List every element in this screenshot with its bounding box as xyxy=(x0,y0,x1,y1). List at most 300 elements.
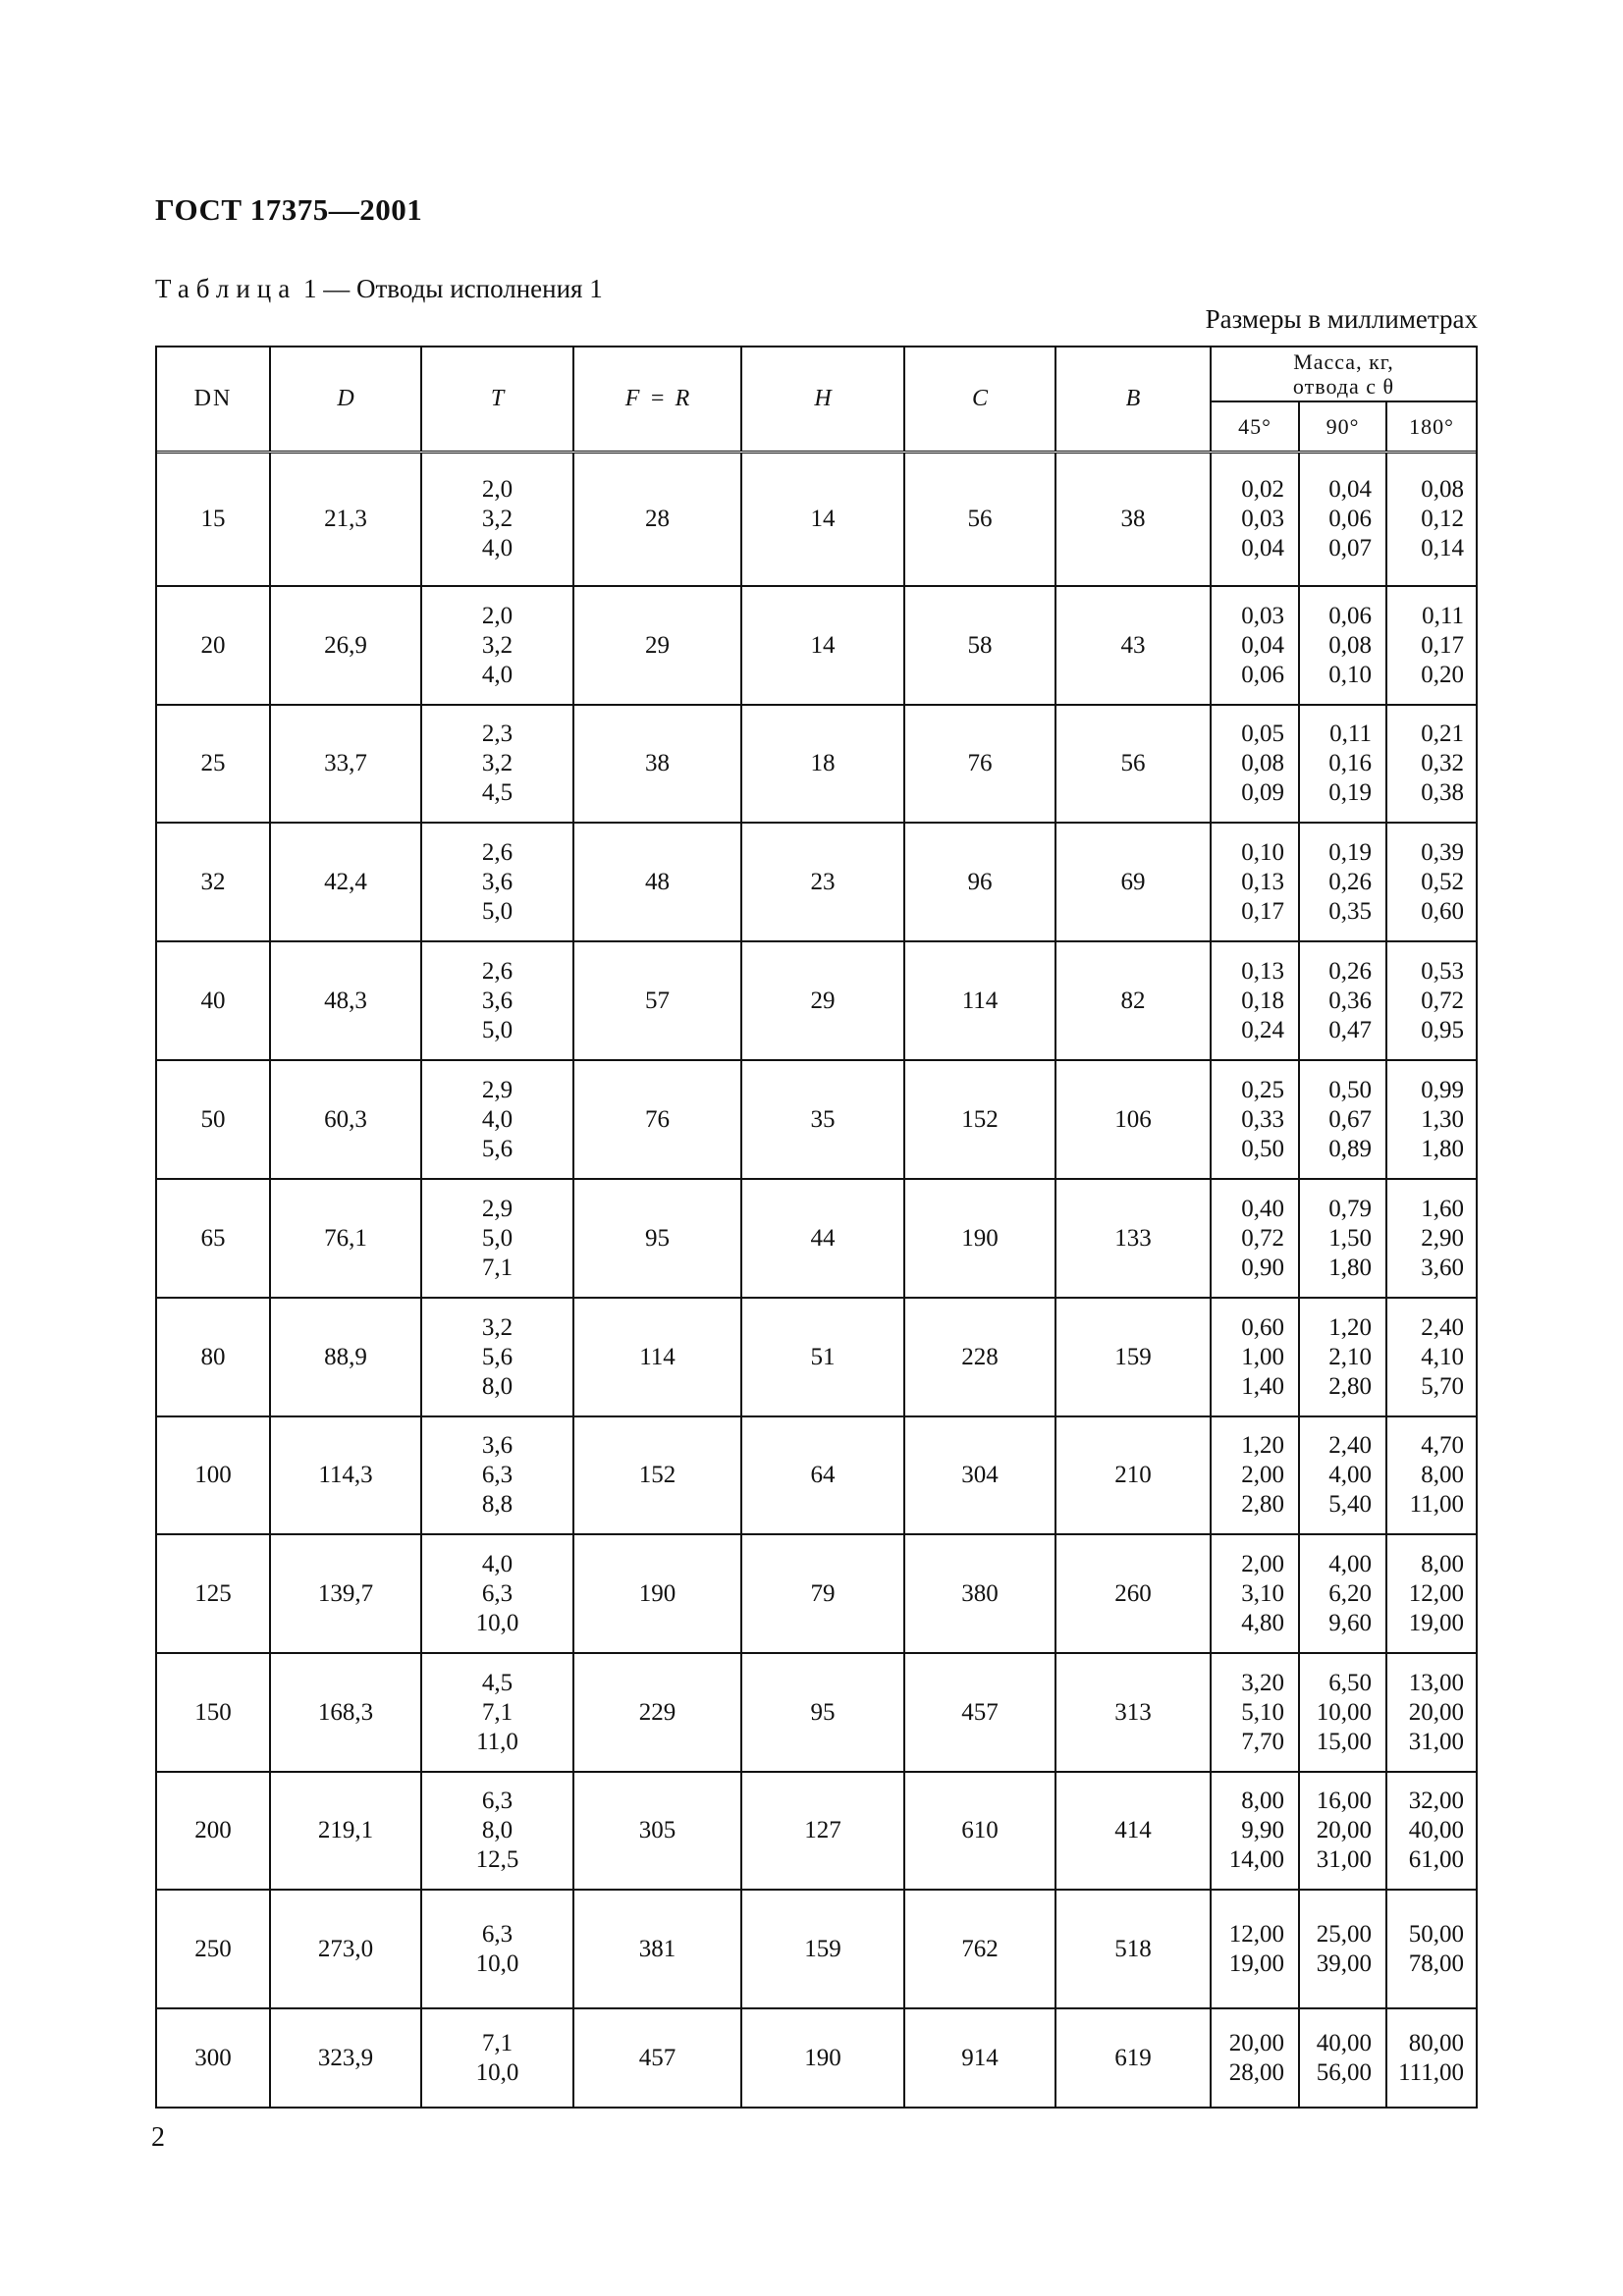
cell-value: 0,20 xyxy=(1421,661,1464,688)
cell-fr xyxy=(574,454,742,585)
cell-h xyxy=(742,824,905,940)
cell-t xyxy=(422,1299,574,1415)
cell-value: 0,89 xyxy=(1328,1135,1372,1162)
cell-value: 65 xyxy=(200,1224,226,1252)
cell-value: 152 xyxy=(638,1462,676,1488)
cell-value: 0,08 xyxy=(1241,750,1284,776)
cell-value: 76 xyxy=(967,750,993,776)
cell-value: 95 xyxy=(645,1224,670,1252)
cell-m90 xyxy=(1300,1773,1387,1889)
cell-value: 260 xyxy=(1114,1579,1152,1607)
cell-value: 32,00 xyxy=(1408,1788,1464,1814)
cell-m45 xyxy=(1212,1180,1300,1297)
cell-value: 8,0 xyxy=(481,1817,514,1843)
cell-m180 xyxy=(1387,824,1476,940)
cell-m45 xyxy=(1212,1417,1300,1533)
cell-value: 0,26 xyxy=(1328,957,1372,985)
cell-value: 0,60 xyxy=(1421,897,1464,925)
cell-value: 8,00 xyxy=(1421,1462,1464,1488)
cell-h xyxy=(742,1061,905,1178)
cell-value: 16,00 xyxy=(1316,1788,1372,1814)
header-mass-title xyxy=(1212,347,1476,402)
cell-value: 619 xyxy=(1114,2044,1152,2071)
cell-value: 11,00 xyxy=(1409,1491,1464,1518)
cell-value: 76 xyxy=(645,1105,670,1133)
cell-value: 43 xyxy=(1120,631,1146,659)
cell-d xyxy=(271,1891,422,2007)
cell-value: 26,9 xyxy=(324,631,367,659)
table-caption-number: 1 xyxy=(302,274,317,303)
cell-value: 79 xyxy=(810,1579,836,1607)
cell-m90 xyxy=(1300,2009,1387,2107)
cell-value: 12,5 xyxy=(475,1846,519,1873)
table-row xyxy=(157,587,1476,706)
cell-b xyxy=(1056,824,1212,940)
cell-value-stack xyxy=(1398,2029,1464,2088)
cell-h xyxy=(742,1180,905,1297)
cell-value: 0,32 xyxy=(1421,750,1464,776)
cell-fr xyxy=(574,1891,742,2007)
cell-value: 3,2 xyxy=(481,506,514,532)
cell-c xyxy=(905,1061,1056,1178)
cell-value: 111,00 xyxy=(1398,2058,1464,2086)
cell-dn xyxy=(157,1061,271,1178)
cell-value-stack xyxy=(1241,1195,1284,1283)
cell-value: 3,10 xyxy=(1241,1579,1284,1607)
cell-value: 0,13 xyxy=(1241,957,1284,985)
cell-m180 xyxy=(1387,1654,1476,1771)
cell-value: 273,0 xyxy=(317,1935,374,1962)
cell-value-stack xyxy=(1328,1431,1372,1520)
cell-value-stack xyxy=(1421,1313,1464,1402)
cell-value: 0,39 xyxy=(1421,838,1464,866)
cell-value-stack xyxy=(1241,957,1284,1045)
header-c: C xyxy=(905,347,1056,451)
cell-value: 0,11 xyxy=(1329,721,1372,747)
cell-value: 14 xyxy=(810,506,836,532)
cell-value: 0,47 xyxy=(1328,1016,1372,1043)
header-t: T xyxy=(422,347,574,451)
cell-value: 0,90 xyxy=(1241,1254,1284,1281)
cell-value-stack xyxy=(1241,1550,1284,1638)
cell-dn xyxy=(157,1180,271,1297)
cell-c xyxy=(905,1773,1056,1889)
cell-dn xyxy=(157,454,271,585)
cell-value: 8,0 xyxy=(481,1372,514,1400)
cell-value: 29 xyxy=(810,987,836,1014)
cell-t xyxy=(422,1417,574,1533)
cell-value: 40,00 xyxy=(1408,1817,1464,1843)
cell-value: 88,9 xyxy=(324,1343,367,1370)
cell-t xyxy=(422,1773,574,1889)
header-angle-90: 90° xyxy=(1300,402,1387,451)
cell-value-stack xyxy=(1409,1920,1464,1979)
cell-t xyxy=(422,1061,574,1178)
cell-dn xyxy=(157,1417,271,1533)
cell-b xyxy=(1056,1417,1212,1533)
cell-m45 xyxy=(1212,824,1300,940)
cell-value: 95 xyxy=(810,1698,836,1726)
cell-value-stack xyxy=(1421,957,1464,1045)
cell-m90 xyxy=(1300,1891,1387,2007)
cell-value-stack xyxy=(1421,1195,1464,1283)
cell-value: 1,80 xyxy=(1328,1254,1372,1281)
cell-fr xyxy=(574,1773,742,1889)
cell-value: 1,80 xyxy=(1421,1135,1464,1162)
cell-m45 xyxy=(1212,2009,1300,2107)
cell-m45 xyxy=(1212,1891,1300,2007)
cell-value: 0,08 xyxy=(1328,631,1372,659)
cell-value: 304 xyxy=(961,1462,999,1488)
cell-value: 9,60 xyxy=(1328,1609,1372,1636)
cell-value-stack xyxy=(482,720,513,808)
cell-value-stack xyxy=(1241,1669,1284,1757)
cell-value: 40 xyxy=(200,987,226,1014)
cell-value: 18 xyxy=(810,750,836,776)
cell-h xyxy=(742,1535,905,1652)
cell-value: 0,16 xyxy=(1328,750,1372,776)
cell-value: 4,0 xyxy=(481,1550,514,1577)
cell-dn xyxy=(157,824,271,940)
cell-d xyxy=(271,1654,422,1771)
cell-m90 xyxy=(1300,1180,1387,1297)
cell-value: 7,1 xyxy=(481,1698,514,1726)
cell-h xyxy=(742,1654,905,1771)
table-row xyxy=(157,2009,1476,2107)
cell-value: 4,70 xyxy=(1421,1432,1464,1459)
cell-h xyxy=(742,1417,905,1533)
cell-value-stack xyxy=(1328,838,1372,927)
cell-value: 414 xyxy=(1114,1817,1152,1843)
cell-value: 3,6 xyxy=(481,987,514,1014)
cell-value: 56 xyxy=(1120,750,1146,776)
cell-value-stack xyxy=(1241,1076,1284,1164)
cell-value: 35 xyxy=(810,1105,836,1133)
cell-value: 0,95 xyxy=(1421,1016,1464,1043)
cell-h xyxy=(742,587,905,704)
cell-m90 xyxy=(1300,454,1387,585)
cell-value-stack xyxy=(1241,1313,1284,1402)
cell-value: 4,0 xyxy=(481,661,514,688)
cell-value: 0,11 xyxy=(1422,602,1464,629)
cell-t xyxy=(422,454,574,585)
cell-m45 xyxy=(1212,1535,1300,1652)
cell-value: 48,3 xyxy=(324,987,367,1014)
cell-m45 xyxy=(1212,1061,1300,1178)
cell-value: 31,00 xyxy=(1408,1728,1464,1755)
cell-h xyxy=(742,706,905,822)
cell-value: 50 xyxy=(200,1105,226,1133)
cell-value: 2,00 xyxy=(1241,1550,1284,1577)
table-row xyxy=(157,824,1476,942)
cell-value: 69 xyxy=(1120,868,1146,895)
cell-m90 xyxy=(1300,706,1387,822)
cell-m180 xyxy=(1387,1535,1476,1652)
cell-value: 114 xyxy=(639,1343,676,1370)
cell-value-stack xyxy=(1328,1076,1372,1164)
cell-value: 31,00 xyxy=(1316,1846,1372,1873)
cell-value: 50,00 xyxy=(1408,1920,1464,1948)
cell-value-stack xyxy=(1229,2029,1284,2088)
cell-value: 6,50 xyxy=(1328,1669,1372,1696)
cell-value-stack xyxy=(482,957,513,1045)
cell-value-stack xyxy=(1421,838,1464,927)
cell-value: 0,04 xyxy=(1328,476,1372,503)
header-mass-line2: отвода с θ xyxy=(1292,374,1395,399)
cell-dn xyxy=(157,942,271,1059)
cell-value: 39,00 xyxy=(1316,1949,1372,1977)
cell-d xyxy=(271,706,422,822)
cell-value: 159 xyxy=(804,1935,841,1962)
cell-value-stack xyxy=(1328,957,1372,1045)
cell-d xyxy=(271,1773,422,1889)
cell-t xyxy=(422,706,574,822)
cell-value: 10,0 xyxy=(475,2058,519,2086)
cell-value: 380 xyxy=(961,1579,999,1607)
cell-value: 323,9 xyxy=(317,2044,374,2071)
cell-value-stack xyxy=(1409,1787,1464,1875)
cell-value-stack xyxy=(1317,2029,1372,2088)
cell-value: 1,60 xyxy=(1421,1195,1464,1222)
cell-value: 0,14 xyxy=(1421,535,1464,561)
cell-value-stack xyxy=(476,1920,519,1979)
cell-value: 0,72 xyxy=(1241,1224,1284,1252)
cell-value: 2,3 xyxy=(481,721,514,747)
cell-value-stack xyxy=(476,2029,519,2088)
cell-value: 28 xyxy=(645,506,670,532)
cell-value: 914 xyxy=(961,2044,999,2071)
cell-value: 0,03 xyxy=(1241,506,1284,532)
cell-fr xyxy=(574,824,742,940)
cell-d xyxy=(271,1535,422,1652)
cell-value: 0,10 xyxy=(1241,838,1284,866)
cell-value: 0,50 xyxy=(1328,1076,1372,1103)
cell-value: 127 xyxy=(804,1817,841,1843)
cell-value: 5,10 xyxy=(1241,1698,1284,1726)
table-row xyxy=(157,1654,1476,1773)
cell-m45 xyxy=(1212,1654,1300,1771)
cell-value: 20,00 xyxy=(1408,1698,1464,1726)
table-row xyxy=(157,1299,1476,1417)
cell-value: 0,03 xyxy=(1241,602,1284,629)
cell-value: 5,6 xyxy=(481,1343,514,1370)
cell-h xyxy=(742,1299,905,1415)
cell-m90 xyxy=(1300,1535,1387,1652)
header-h: H xyxy=(742,347,905,451)
cell-dn xyxy=(157,1535,271,1652)
cell-value: 5,40 xyxy=(1328,1491,1372,1518)
cell-b xyxy=(1056,1299,1212,1415)
cell-value: 8,00 xyxy=(1241,1788,1284,1814)
cell-value: 0,07 xyxy=(1328,535,1372,561)
cell-b xyxy=(1056,1891,1212,2007)
cell-fr xyxy=(574,706,742,822)
cell-value: 0,52 xyxy=(1421,868,1464,895)
cell-fr xyxy=(574,1061,742,1178)
cell-value: 5,0 xyxy=(481,1016,514,1043)
cell-value-stack xyxy=(476,1787,519,1875)
cell-value: 0,40 xyxy=(1241,1195,1284,1222)
cell-b xyxy=(1056,1061,1212,1178)
cell-value: 11,0 xyxy=(476,1728,518,1755)
table-row xyxy=(157,1773,1476,1891)
cell-value: 2,6 xyxy=(481,957,514,985)
cell-value: 5,0 xyxy=(481,1224,514,1252)
cell-value: 7,1 xyxy=(481,2029,514,2056)
cell-value-stack xyxy=(1241,602,1284,690)
elbow-table xyxy=(155,346,1478,2109)
cell-m45 xyxy=(1212,454,1300,585)
cell-value: 0,13 xyxy=(1241,868,1284,895)
cell-value: 0,50 xyxy=(1241,1135,1284,1162)
cell-fr xyxy=(574,1299,742,1415)
cell-h xyxy=(742,1891,905,2007)
cell-value: 305 xyxy=(638,1817,676,1843)
cell-value-stack xyxy=(1328,1313,1372,1402)
cell-dn xyxy=(157,587,271,704)
cell-m180 xyxy=(1387,1891,1476,2007)
cell-m180 xyxy=(1387,1299,1476,1415)
cell-value: 0,53 xyxy=(1421,957,1464,985)
cell-d xyxy=(271,824,422,940)
cell-value: 0,06 xyxy=(1328,506,1372,532)
cell-value: 150 xyxy=(194,1698,232,1726)
cell-b xyxy=(1056,454,1212,585)
cell-value-stack xyxy=(1328,475,1372,563)
cell-value: 0,33 xyxy=(1241,1105,1284,1133)
cell-value-stack xyxy=(482,1313,513,1402)
cell-value: 0,17 xyxy=(1421,631,1464,659)
cell-value-stack xyxy=(1328,1550,1372,1638)
cell-value: 60,3 xyxy=(324,1105,367,1133)
document-header: ГОСТ 17375—2001 xyxy=(155,192,423,227)
cell-b xyxy=(1056,587,1212,704)
cell-m180 xyxy=(1387,454,1476,585)
cell-m180 xyxy=(1387,1180,1476,1297)
cell-value: 6,3 xyxy=(481,1462,514,1488)
cell-value: 32 xyxy=(200,868,226,895)
cell-fr xyxy=(574,942,742,1059)
cell-value: 5,0 xyxy=(481,897,514,925)
cell-value: 0,26 xyxy=(1328,868,1372,895)
cell-c xyxy=(905,454,1056,585)
cell-value-stack xyxy=(1229,1787,1284,1875)
cell-value: 19,00 xyxy=(1228,1949,1284,1977)
cell-value: 7,1 xyxy=(481,1254,514,1281)
table-row xyxy=(157,1891,1476,2009)
cell-value: 3,2 xyxy=(481,631,514,659)
cell-value: 6,3 xyxy=(481,1579,514,1607)
cell-value: 0,36 xyxy=(1328,987,1372,1014)
header-mass-group xyxy=(1212,347,1476,451)
cell-c xyxy=(905,706,1056,822)
cell-value-stack xyxy=(1409,1550,1464,1638)
cell-value-stack xyxy=(1421,602,1464,690)
cell-value: 38 xyxy=(645,750,670,776)
cell-value: 457 xyxy=(961,1698,999,1726)
header-mass-line1: Масса, кг, xyxy=(1293,349,1394,374)
cell-value: 0,02 xyxy=(1241,476,1284,503)
cell-m90 xyxy=(1300,1417,1387,1533)
cell-m180 xyxy=(1387,1417,1476,1533)
cell-dn xyxy=(157,2009,271,2107)
table-caption-label: Таблица xyxy=(155,274,298,303)
cell-m180 xyxy=(1387,1061,1476,1178)
cell-value: 2,80 xyxy=(1328,1372,1372,1400)
cell-value: 28,00 xyxy=(1228,2058,1284,2086)
cell-m180 xyxy=(1387,1773,1476,1889)
cell-dn xyxy=(157,1654,271,1771)
cell-dn xyxy=(157,706,271,822)
cell-value: 4,5 xyxy=(481,779,514,806)
cell-value: 0,21 xyxy=(1421,721,1464,747)
cell-value: 0,10 xyxy=(1328,661,1372,688)
cell-value-stack xyxy=(1229,1920,1284,1979)
cell-b xyxy=(1056,1773,1212,1889)
cell-d xyxy=(271,1061,422,1178)
cell-d xyxy=(271,1299,422,1415)
cell-value-stack xyxy=(1241,838,1284,927)
cell-value: 5,6 xyxy=(481,1135,514,1162)
header-dn: DN xyxy=(157,347,271,451)
cell-value: 159 xyxy=(1114,1343,1152,1370)
cell-value: 80,00 xyxy=(1408,2029,1464,2056)
cell-c xyxy=(905,1654,1056,1771)
cell-value: 13,00 xyxy=(1408,1669,1464,1696)
cell-value: 4,10 xyxy=(1421,1343,1464,1370)
cell-value: 210 xyxy=(1114,1462,1152,1488)
cell-value: 0,05 xyxy=(1241,721,1284,747)
cell-value: 20,00 xyxy=(1228,2029,1284,2056)
cell-value: 2,40 xyxy=(1328,1432,1372,1459)
cell-value: 381 xyxy=(638,1935,676,1962)
cell-b xyxy=(1056,1180,1212,1297)
cell-h xyxy=(742,942,905,1059)
cell-d xyxy=(271,2009,422,2107)
cell-value-stack xyxy=(1410,1431,1464,1520)
cell-c xyxy=(905,824,1056,940)
cell-value: 5,70 xyxy=(1421,1372,1464,1400)
cell-value: 0,67 xyxy=(1328,1105,1372,1133)
cell-value: 33,7 xyxy=(324,750,367,776)
cell-value: 3,2 xyxy=(481,750,514,776)
cell-value: 2,9 xyxy=(481,1076,514,1103)
cell-value-stack xyxy=(1421,720,1464,808)
cell-value: 56,00 xyxy=(1316,2058,1372,2086)
cell-value: 6,3 xyxy=(481,1788,514,1814)
cell-t xyxy=(422,1891,574,2007)
cell-value-stack xyxy=(1241,720,1284,808)
cell-value: 19,00 xyxy=(1408,1609,1464,1636)
cell-value: 3,60 xyxy=(1421,1254,1464,1281)
cell-h xyxy=(742,454,905,585)
cell-fr xyxy=(574,1654,742,1771)
cell-value-stack xyxy=(1328,602,1372,690)
cell-value: 57 xyxy=(645,987,670,1014)
table-row xyxy=(157,1061,1476,1180)
cell-value: 125 xyxy=(194,1579,232,1607)
cell-value-stack xyxy=(1317,1920,1372,1979)
cell-value: 219,1 xyxy=(317,1817,374,1843)
cell-value: 0,04 xyxy=(1241,535,1284,561)
cell-value: 2,0 xyxy=(481,602,514,629)
cell-c xyxy=(905,1180,1056,1297)
cell-value: 40,00 xyxy=(1316,2029,1372,2056)
cell-value: 10,00 xyxy=(1316,1698,1372,1726)
cell-m90 xyxy=(1300,1061,1387,1178)
table-caption-text: Отводы исполнения 1 xyxy=(355,274,603,303)
cell-value: 8,8 xyxy=(481,1491,514,1518)
